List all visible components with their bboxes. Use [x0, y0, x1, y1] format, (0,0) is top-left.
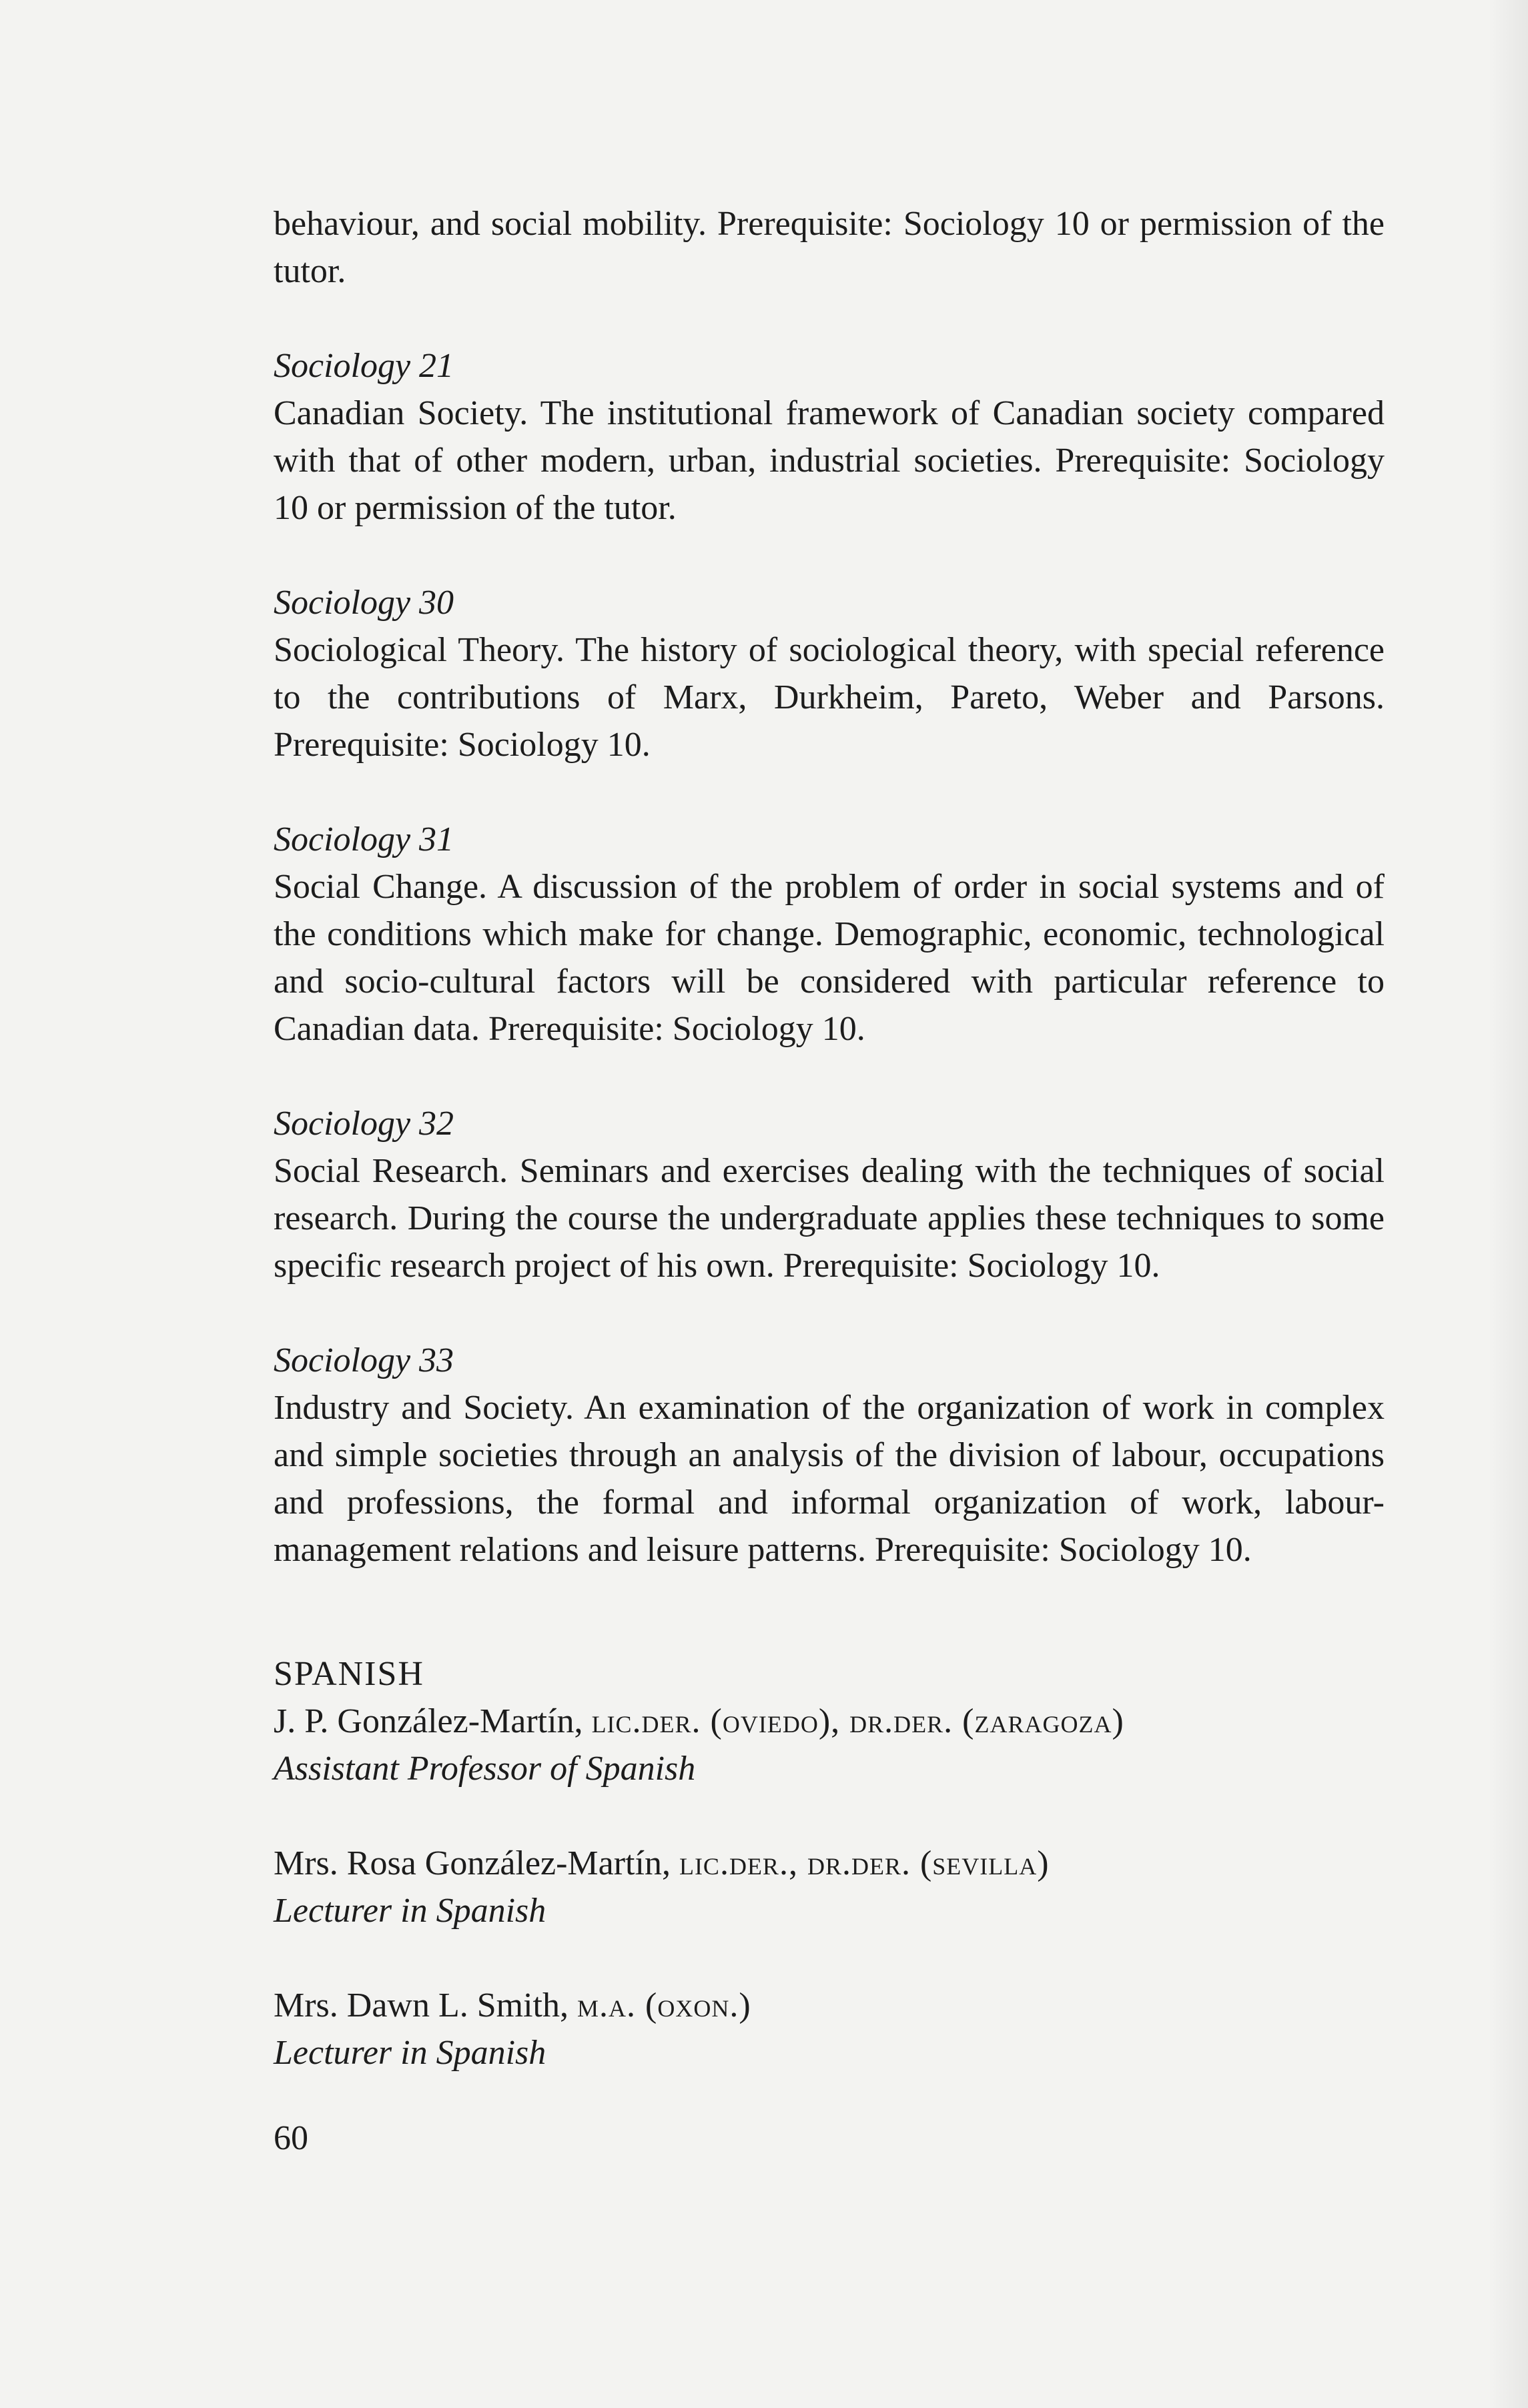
staff-name-line — [274, 1698, 1385, 1745]
course-description: Social Change. A discussion of the problem of order in social systems and of the conditions which make for change. Demographic, economic, technological and socio-cultural factors will be considered with particular reference to Canadian data. Prerequisite: Sociology 10. — [274, 868, 1385, 1048]
course-sociology-30 — [274, 579, 1385, 768]
staff-qualifications: lic.der., dr.der. (sevilla) — [679, 1844, 1050, 1882]
course-sociology-33 — [274, 1337, 1385, 1574]
staff-entry — [274, 1982, 1385, 2076]
course-description: Social Research. Seminars and exercises dealing with the techniques of social research. During the course the undergraduate applies these techniques to some specific research project of his own. Prerequisite: Sociology 10. — [274, 1152, 1385, 1285]
staff-name: Mrs. Rosa González-Martín, — [274, 1844, 671, 1882]
course-description: Industry and Society. An examination of the organization of work in complex and simple societies through an analysis of the division of labour, occupations and professions, the formal and informal organization of work, labour-management relations and leisure patterns. Prerequisite: Sociology 10. — [274, 1389, 1385, 1569]
course-sociology-21 — [274, 342, 1385, 532]
page-body — [274, 200, 1385, 2076]
course-heading: Sociology 21 — [274, 347, 454, 385]
page-number: 60 — [274, 2119, 308, 2157]
course-description: Canadian Society. The institutional framework of Canadian society compared with that of other modern, urban, industrial societies. Prerequisite: Sociology 10 or permission of the tutor. — [274, 394, 1385, 527]
staff-qualifications: m.a. (oxon.) — [577, 1986, 751, 2024]
page-edge-shadow — [1488, 0, 1528, 2408]
staff-title: Assistant Professor of Spanish — [274, 1750, 696, 1788]
staff-entry — [274, 1698, 1385, 1792]
staff-title: Lecturer in Spanish — [274, 2034, 546, 2072]
course-heading: Sociology 32 — [274, 1105, 454, 1143]
staff-entry — [274, 1840, 1385, 1934]
course-heading: Sociology 33 — [274, 1341, 454, 1379]
staff-name-line — [274, 1840, 1385, 1887]
course-heading: Sociology 31 — [274, 820, 454, 858]
course-heading: Sociology 30 — [274, 584, 454, 622]
staff-name-line — [274, 1982, 1385, 2029]
course-sociology-31 — [274, 816, 1385, 1053]
staff-name: Mrs. Dawn L. Smith, — [274, 1986, 568, 2024]
course-description: Sociological Theory. The history of sociological theory, with special reference to the contributions of Marx, Durkheim, Pareto, Weber and Parsons. Prerequisite: Sociology 10. — [274, 631, 1385, 764]
course-sociology-32 — [274, 1100, 1385, 1289]
staff-qualifications: lic.der. (oviedo), dr.der. (zaragoza) — [591, 1702, 1124, 1740]
intro-paragraph: behaviour, and social mobility. Prerequisite: Sociology 10 or permission of the tutor. — [274, 205, 1385, 290]
staff-name: J. P. González-Martín, — [274, 1702, 583, 1740]
section-title-spanish: SPANISH — [274, 1655, 424, 1693]
staff-title: Lecturer in Spanish — [274, 1892, 546, 1930]
